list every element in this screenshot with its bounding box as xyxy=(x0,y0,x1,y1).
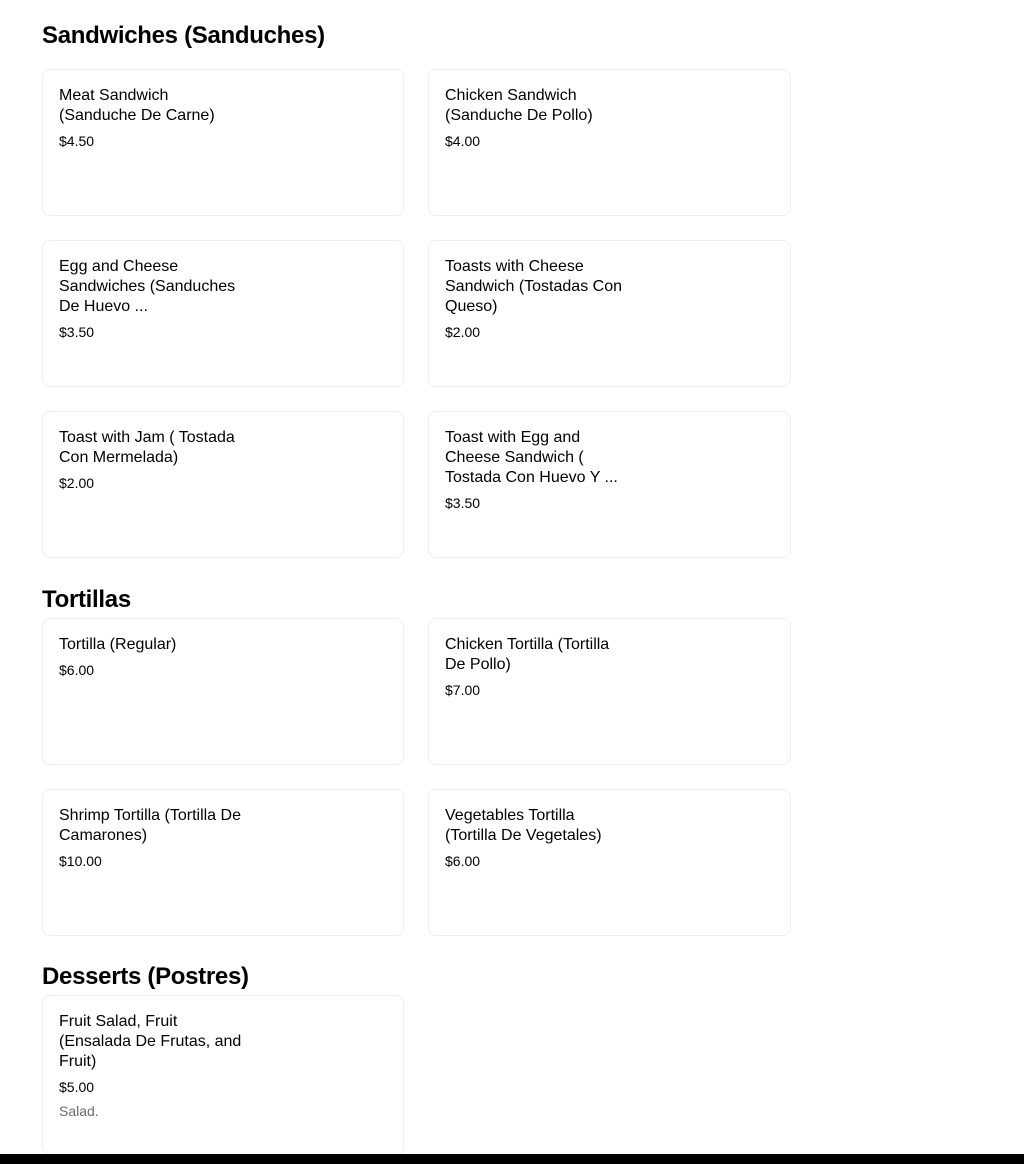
item-name: Fruit Salad, Fruit (Ensalada De Frutas, and Fruit) xyxy=(59,1013,242,1070)
item-name: Toast with Egg and Cheese Sandwich ( Tostada Con Huevo Y ... xyxy=(445,429,618,486)
item-name: Tortilla (Regular) xyxy=(59,636,177,653)
item-name: Vegetables Tortilla (Tortilla De Vegetales) xyxy=(445,807,602,844)
item-name: Toasts with Cheese Sandwich (Tostadas Con Queso) xyxy=(445,258,622,315)
item-price: $6.00 xyxy=(445,853,481,869)
item-price: $4.50 xyxy=(59,133,95,149)
item-description: Salad. xyxy=(59,1103,99,1119)
item-name: Shrimp Tortilla (Tortilla De Camarones) xyxy=(59,807,241,844)
menu-content xyxy=(42,0,791,1155)
menu-item-card[interactable] xyxy=(428,411,791,558)
menu-item-card[interactable] xyxy=(42,69,404,216)
item-price: $7.00 xyxy=(445,682,481,698)
menu-item-card[interactable] xyxy=(428,69,791,216)
section-title-tortillas: Tortillas xyxy=(42,586,131,613)
item-price: $3.50 xyxy=(445,495,481,511)
menu-item-card[interactable] xyxy=(42,618,404,765)
menu-item-card[interactable] xyxy=(42,995,404,1155)
item-price: $2.00 xyxy=(59,475,95,491)
menu-item-card[interactable] xyxy=(428,789,791,936)
bottom-bar xyxy=(0,1154,1024,1164)
item-price: $2.00 xyxy=(445,324,481,340)
item-name: Egg and Cheese Sandwiches (Sanduches De Huevo ... xyxy=(59,258,236,315)
tortillas-grid xyxy=(42,618,791,936)
menu-item-card[interactable] xyxy=(42,789,404,936)
item-name: Toast with Jam ( Tostada Con Mermelada) xyxy=(59,429,235,466)
menu-item-card[interactable] xyxy=(42,411,404,558)
item-price: $5.00 xyxy=(59,1079,95,1095)
sandwiches-grid xyxy=(42,69,791,558)
item-price: $3.50 xyxy=(59,324,95,340)
menu-item-card[interactable] xyxy=(428,618,791,765)
section-title-sandwiches: Sandwiches (Sanduches) xyxy=(42,22,325,49)
item-price: $10.00 xyxy=(59,853,102,869)
section-title-desserts: Desserts (Postres) xyxy=(42,963,249,990)
menu-item-card[interactable] xyxy=(428,240,791,387)
item-price: $4.00 xyxy=(445,133,481,149)
item-name: Chicken Sandwich (Sanduche De Pollo) xyxy=(445,87,593,124)
desserts-grid xyxy=(42,995,791,1155)
menu-item-card[interactable] xyxy=(42,240,404,387)
item-price: $6.00 xyxy=(59,662,95,678)
item-name: Chicken Tortilla (Tortilla De Pollo) xyxy=(445,636,610,673)
item-name: Meat Sandwich (Sanduche De Carne) xyxy=(59,87,215,124)
